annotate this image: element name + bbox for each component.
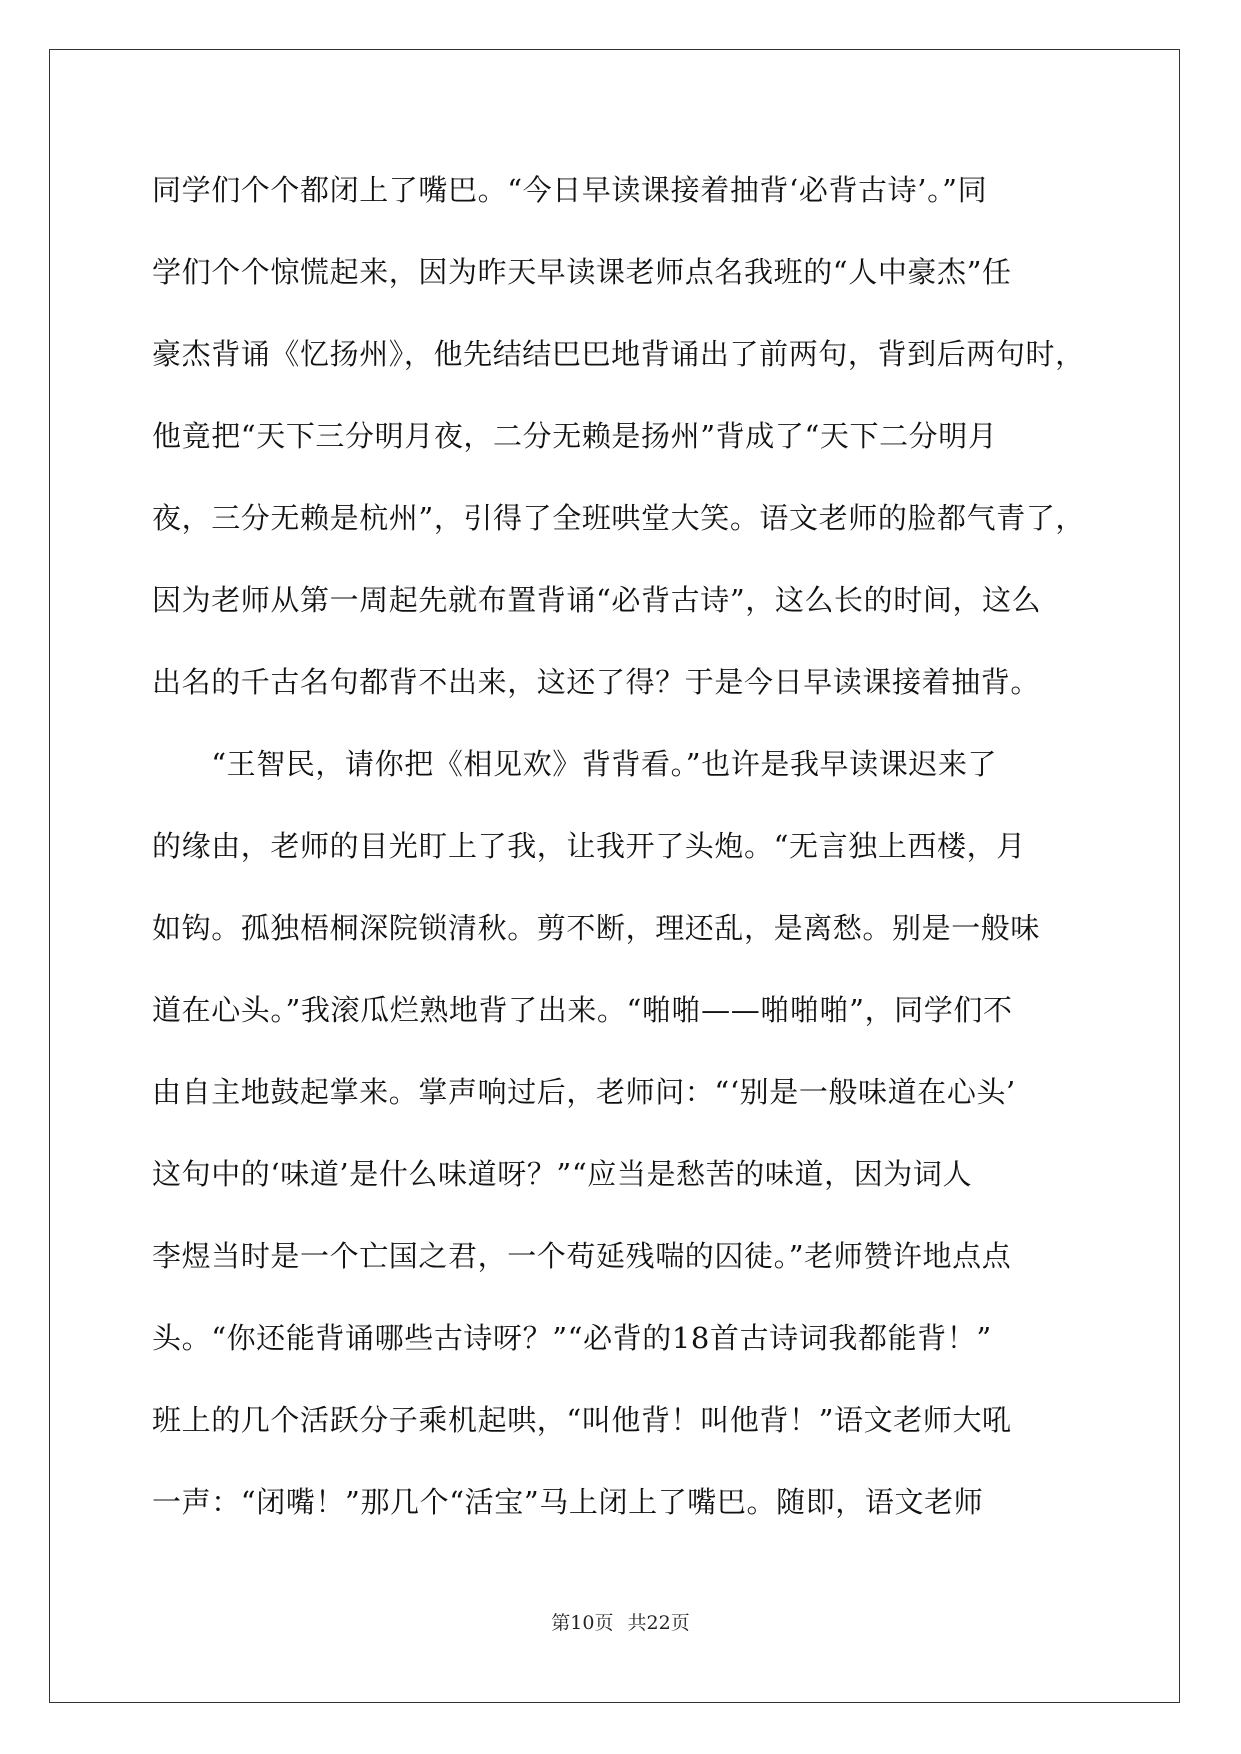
text-line: 道在心头。”我滚瓜烂熟地背了出来。“啪啪——啪啪啪”，同学们不 <box>152 993 1013 1027</box>
text-line: “王智民，请你把《相见欢》背背看。”也许是我早读课迟来了 <box>152 747 998 781</box>
text-line: 头。“你还能背诵哪些古诗呀？”“必背的18首古诗词我都能背！” <box>152 1321 992 1355</box>
text-line: 豪杰背诵《忆扬州》，他先结结巴巴地背诵出了前两句，背到后两句时， <box>152 337 1085 371</box>
text-line: 由自主地鼓起掌来。掌声响过后，老师问：“‘别是一般味道在心头’ <box>152 1075 1016 1109</box>
text-line: 他竟把“天下三分明月夜，二分无赖是扬州”背成了“天下二分明月 <box>152 419 998 453</box>
text-line: 一声：“闭嘴！”那几个“活宝”马上闭上了嘴巴。随即，语文老师 <box>152 1485 984 1519</box>
text-line: 学们个个惊慌起来，因为昨天早读课老师点名我班的“人中豪杰”任 <box>152 255 1012 289</box>
text-line: 班上的几个活跃分子乘机起哄，“叫他背！叫他背！”语文老师大吼 <box>152 1403 1012 1437</box>
text-line: 的缘由，老师的目光盯上了我，让我开了头炮。“无言独上西楼，月 <box>152 829 1026 863</box>
page-number: 第10页 <box>551 1612 614 1634</box>
page-border <box>49 49 1180 1703</box>
text-line: 出名的千古名句都背不出来，这还了得？于是今日早读课接着抽背。 <box>152 665 1041 699</box>
text-line: 夜，三分无赖是杭州”，引得了全班哄堂大笑。语文老师的脸都气青了， <box>152 501 1086 535</box>
text-line: 因为老师从第一周起先就布置背诵“必背古诗”，这么长的时间，这么 <box>152 583 1042 617</box>
text-line: 这句中的‘味道’是什么味道呀？”“应当是愁苦的味道，因为词人 <box>152 1157 973 1191</box>
text-line: 同学们个个都闭上了嘴巴。“今日早读课接着抽背‘必背古诗’。”同 <box>152 173 988 207</box>
page-footer <box>0 1611 1241 1635</box>
text-line: 如钩。孤独梧桐深院锁清秋。剪不断，理还乱，是离愁。别是一般味 <box>152 911 1041 945</box>
page-total: 共22页 <box>627 1612 690 1634</box>
text-line: 李煜当时是一个亡国之君，一个苟延残喘的囚徒。”老师赞许地点点 <box>152 1239 1012 1273</box>
